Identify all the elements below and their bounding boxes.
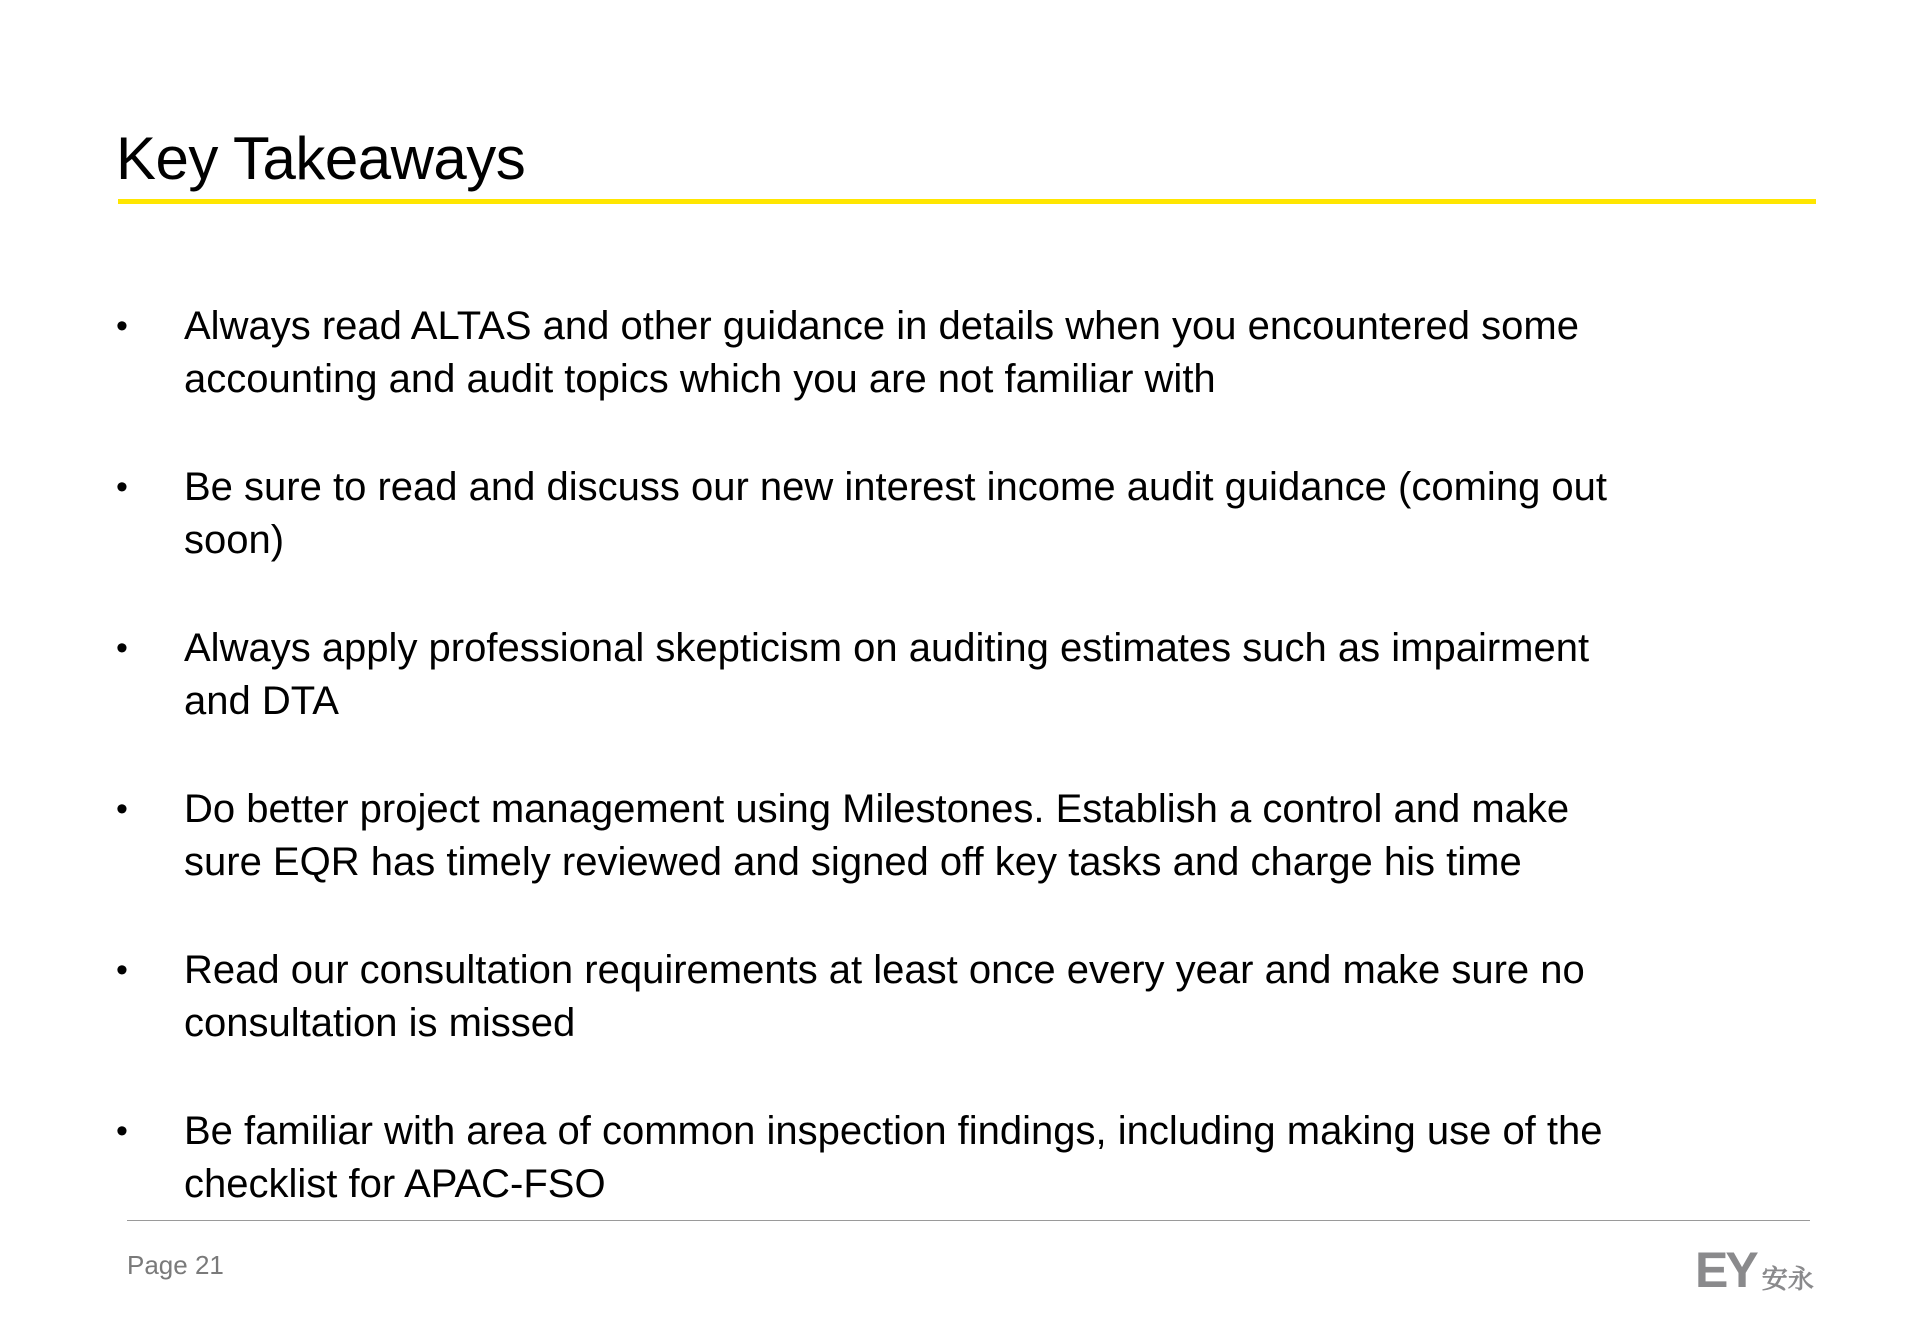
- bullet-text-line: Be familiar with area of common inspection findings, including making use of the: [184, 1109, 1603, 1153]
- bullet-text-line: Always apply professional skepticism on auditing estimates such as impairment: [184, 626, 1590, 670]
- bullet-text-line: Be sure to read and discuss our new interest income audit guidance (coming out: [184, 465, 1608, 509]
- bullet-text-line: checklist for APAC-FSO: [184, 1162, 606, 1206]
- bullet-icon: •: [116, 629, 128, 667]
- list-item: [116, 300, 1816, 406]
- bullet-icon: •: [116, 307, 128, 345]
- list-item: [116, 622, 1816, 728]
- ey-logo: [1695, 1240, 1814, 1300]
- bullet-text-line: and DTA: [184, 679, 339, 723]
- list-item: [116, 783, 1816, 889]
- bullet-text-line: Always read ALTAS and other guidance in details when you encountered some: [184, 304, 1579, 348]
- bullet-icon: •: [116, 468, 128, 506]
- page-number: Page 21: [127, 1250, 224, 1280]
- bullet-text-line: soon): [184, 518, 285, 562]
- list-item: [116, 1105, 1816, 1211]
- ey-logo-text: EY: [1695, 1242, 1756, 1298]
- bullet-text-line: Read our consultation requirements at least once every year and make sure no: [184, 948, 1585, 992]
- bullet-icon: •: [116, 790, 128, 828]
- footer-divider: [127, 1220, 1810, 1221]
- bullet-text-line: Do better project management using Milestones. Establish a control and make: [184, 787, 1570, 831]
- title-underline: [118, 199, 1816, 204]
- slide-title: Key Takeaways: [116, 125, 526, 192]
- bullet-text-line: consultation is missed: [184, 1001, 576, 1045]
- bullet-text-line: sure EQR has timely reviewed and signed off key tasks and charge his time: [184, 840, 1522, 884]
- bullet-text-line: accounting and audit topics which you are not familiar with: [184, 357, 1216, 401]
- ey-logo-chinese: 安永: [1761, 1265, 1814, 1295]
- list-item: [116, 944, 1816, 1050]
- list-item: [116, 461, 1816, 567]
- takeaway-list: [116, 300, 1816, 1266]
- bullet-icon: •: [116, 951, 128, 989]
- bullet-icon: •: [116, 1112, 128, 1150]
